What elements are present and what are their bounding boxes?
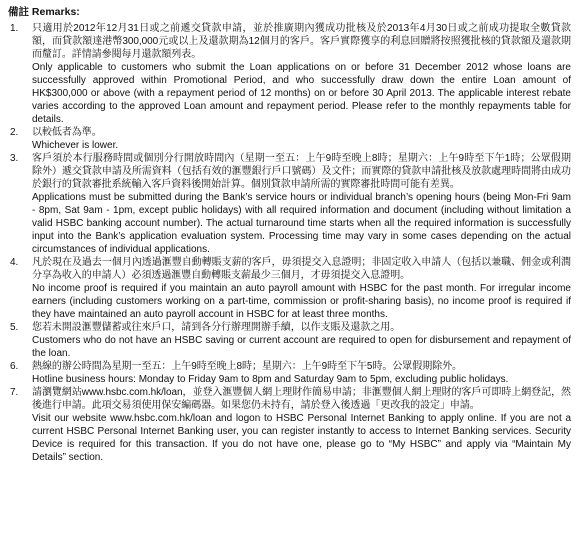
remark-body (32, 152, 571, 256)
remark-number: 3. (10, 153, 19, 164)
remark-number: 1. (10, 23, 19, 34)
remark-item-7 (8, 386, 571, 464)
remark-text-english: Hotline business hours: Monday to Friday 9am to 8pm and Saturday 9am to 5pm, excluding public holidays. (32, 374, 509, 385)
remarks-list (8, 22, 571, 464)
remark-body (32, 256, 571, 321)
remark-number: 7. (10, 387, 19, 398)
remark-item-4 (8, 256, 571, 321)
remark-text-chinese: 您若未開設滙豐儲蓄或往來戶口，請到各分行辦理開辦手續，以作支賬及還款之用。 (32, 322, 401, 333)
remark-text-english: Visit our website www.hsbc.com.hk/loan and logon to HSBC Personal Internet Banking to apply online. If you are not a current HSBC Personal Internet Banking user, you can register instantly to access to Internet Banking services. Security Device is required for this transaction. If you do not have one, please go to “My HSBC” and apply via “Maintain My Details” section. (32, 413, 571, 463)
remark-body (32, 386, 571, 464)
remark-text-english: No income proof is required if you maintain an auto payroll amount with HSBC for the past month. For irregular income earners (including customers working on a part-time, commission or profit-sharing basis), no income proof is required if they have maintained an auto payroll account in HSBC for at least three months. (32, 283, 571, 320)
remark-item-5 (8, 321, 571, 360)
remarks-heading: 備註 Remarks: (8, 6, 80, 18)
remark-number: 4. (10, 257, 19, 268)
remark-text-english: Only applicable to customers who submit the Loan applications on or before 31 December 2012 whose loans are successfully approved within Promotional Period, and who successfully draw down the entire Loan amount of HK$300,000 or above (with a repayment period of 12 months) on or before 30 April 2013. The applicable interest rebate varies according to the approved Loan amount and repayment period. Please refer to the monthly repayments table for details. (32, 62, 571, 125)
remark-item-2 (8, 126, 571, 152)
remark-text-chinese: 客戶須於本行服務時間或個別分行開放時間內（星期一至五：上午9時至晚上8時；星期六：上午9時至下午1時；公眾假期除外）遞交貸款申請及所需資料（包括有效的滙豐銀行戶口號碼）及文件；而實際的貸款申請批核及放款處理時間將由成功於銀行的貸款審批系統輸入客戶資料後開始計算。個別貸款申請所需的實際審批時間可能有差異。 (32, 153, 571, 190)
remark-text-chinese: 凡於現在及過去一個月內透過滙豐自動轉賬支薪的客戶，毋須提交入息證明；非固定收入申請人（包括以兼職、佣金或利潤分享為收入的申請人）必須透過滙豐自動轉賬支薪最少三個月，才毋須提交入息證明。 (32, 257, 571, 281)
remark-item-3 (8, 152, 571, 256)
remark-text-chinese: 只適用於2012年12月31日或之前遞交貸款申請，並於推廣期內獲成功批核及於2013年4月30日或之前成功提取全數貸款額，而貸款額達港幣300,000元或以上及還款期為12個月的客戶。客戶實際獲享的利息回贈將按照獲批核的貸款額及還款期而釐訂。詳情請參閱每月還款額列表。 (32, 23, 571, 60)
remark-item-6 (8, 360, 571, 386)
remark-text-chinese: 熱線的辦公時間為星期一至五：上午9時至晚上8時；星期六：上午9時至下午5時。公眾假期除外。 (32, 361, 462, 372)
remark-text-chinese: 請瀏覽網站www.hsbc.com.hk/loan，並登入滙豐個人網上理財作簡易申請；非滙豐個人網上理財的客戶可即時上網登記，然後進行申請。此項交易須使用保安編碼器。如果您仍未持有，請於登入後透過「更改我的設定」申請。 (32, 387, 571, 411)
remark-item-1 (8, 22, 571, 126)
remark-text-english: Customers who do not have an HSBC saving or current account are required to open for disbursement and repayment of the loan. (32, 335, 571, 359)
remark-text-english: Whichever is lower. (32, 140, 119, 151)
remark-text-english: Applications must be submitted during the Bank’s service hours or individual branch’s opening hours (being Mon-Fri 9am - 8pm, Sat 9am - 1pm, except public holidays) with all required information and document (including without limitation a valid HSBC banking account number). The actual turnaround time starts when all the required information is successfully input into the Bank’s application evaluation system. Processing time may vary in some cases depending on the actual circumstances of individual applications. (32, 192, 571, 255)
remark-body (32, 360, 571, 386)
remark-body (32, 22, 571, 126)
remark-number: 2. (10, 127, 19, 138)
remark-text-chinese: 以較低者為準。 (32, 127, 102, 138)
remark-body (32, 321, 571, 360)
remark-number: 5. (10, 322, 19, 333)
remark-number: 6. (10, 361, 19, 372)
remark-body (32, 126, 571, 152)
